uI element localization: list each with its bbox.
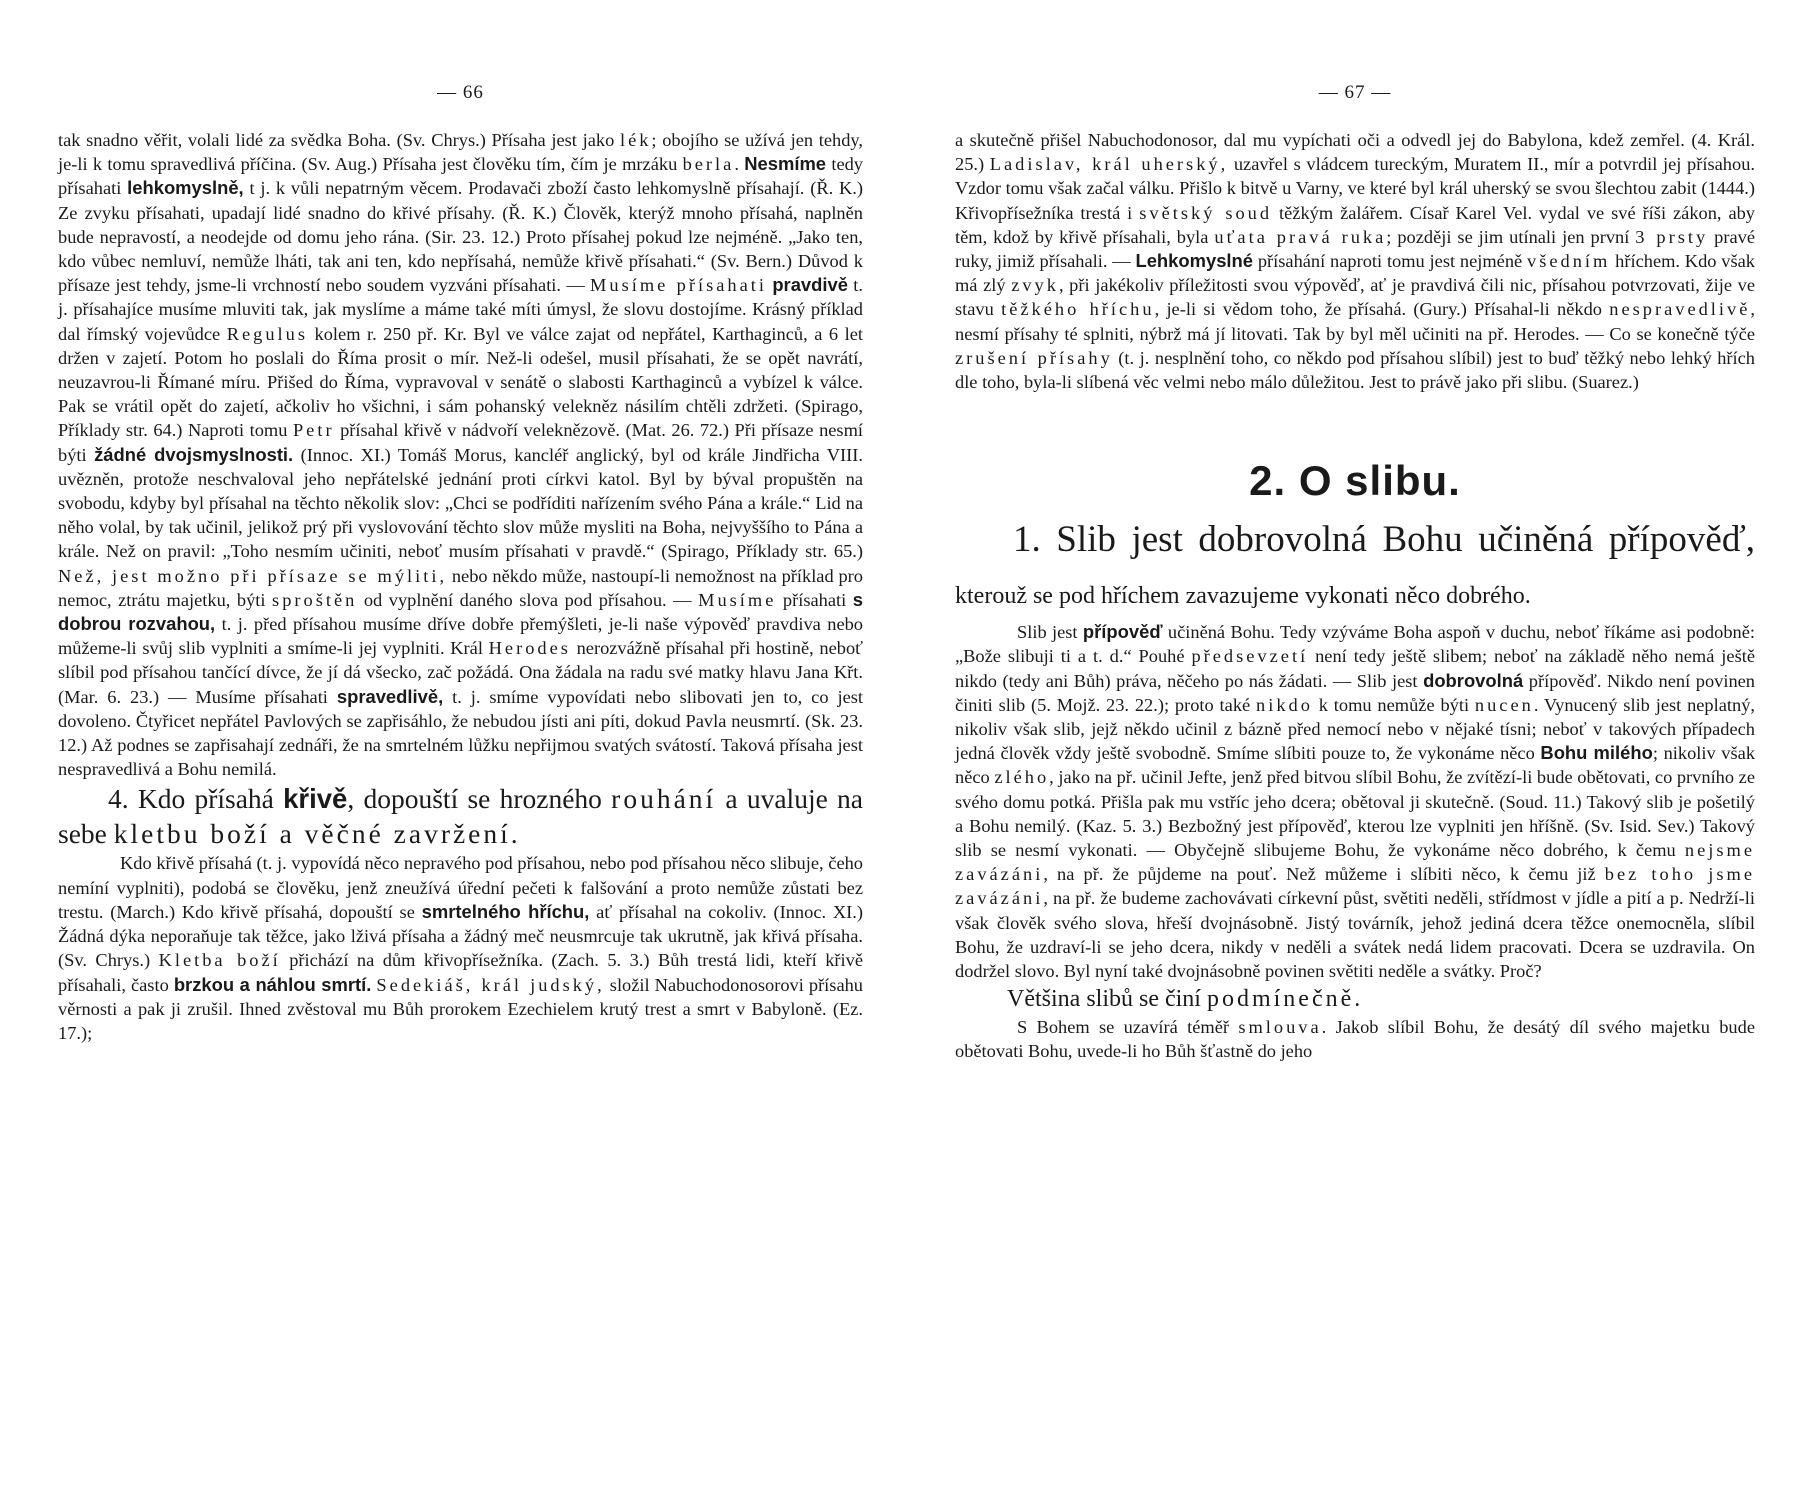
text-run: . Vynucený slib jest neplatný, nikoliv však slib, jejž někdo učinil z bázně před nemocí nebo v nějaké tísni; neboť v takových případech jedná člověk vždy ještě svobodně. Smíme slíbiti pouze to, že vykonáme něco xyxy=(955,694,1755,764)
page-number-left: — 66 xyxy=(437,82,484,103)
text-run: , nesmí přísahy té splniti, nýbrž má jí litovati. Tak by byl měl učiniti na př. Herodes. — Co se konečně týče xyxy=(955,299,1755,344)
bold-run: přípověď xyxy=(1082,621,1163,643)
text-run: t. j. přísahajíce musíme mluviti tak, jak myslíme a máme také míti úmysl, že slovu dostojíme. Krásný příklad dal římský vojevůdce xyxy=(58,275,863,344)
bold-run: brzkou a náhlou smrtí. xyxy=(173,973,372,995)
text-run: Slib jest xyxy=(1017,622,1083,643)
text-run: a uvaluje na sebe xyxy=(58,783,863,850)
spaced-run: berla xyxy=(682,154,735,175)
spaced-run: Sedekiáš, král judský, xyxy=(376,974,605,995)
spaced-run: nikdo xyxy=(1256,694,1313,715)
chapter-title: 2. O slibu. xyxy=(1249,457,1461,505)
right-text-block xyxy=(955,128,1755,1064)
text-run: nerozvážně přísahal při hostině, neboť slíbil pod přísahou tančící dívce, že jí dá všecko, zač požádá. Ona žádala na radu své matky hlavu Jana Křt. (Mar. 6. 23.) — Musíme přísahati xyxy=(58,638,863,707)
text-run: tak snadno věřit, volali lidé za svědka Boha. (Sv. Chrys.) Přísaha jest jako xyxy=(58,130,620,150)
spaced-run: lék xyxy=(619,130,652,150)
left-text-block xyxy=(58,128,863,1045)
text-run: , při jakékoliv příležitosti svou výpověď, ať je pravdivá čili nic, přísahou potvrzovati, žije ve stavu xyxy=(955,275,1755,320)
text-run: tedy přísahati xyxy=(58,154,863,199)
spaced-run: podmínečně xyxy=(1206,986,1355,1013)
spaced-run: Než, jest možno při přísaze se mýliti, xyxy=(58,565,448,586)
spaced-run: nespravedlivě xyxy=(1609,299,1751,320)
spaced-run: zvyk xyxy=(1011,275,1059,296)
text-run: , je-li si vědom toho, že přísahá. (Gury.) Přísahal-li někdo xyxy=(1154,299,1610,320)
text-run: přípověď, xyxy=(1608,519,1755,561)
spaced-run: Regulus xyxy=(226,323,309,344)
spaced-run: bez toho jsme zavázáni xyxy=(955,864,1755,909)
spaced-run: kletbu boží a věčné zavržení xyxy=(113,818,511,850)
text-run: kterouž se pod hříchem zavazujeme vykonati něco dobrého. xyxy=(955,583,1531,610)
left-paragraph-1 xyxy=(58,128,863,781)
text-run: od vyplnění daného slova pod přísahou. — xyxy=(357,589,699,610)
bold-run: Lehkomyslné xyxy=(1135,250,1254,272)
text-run: t j. k vůli nepatrným věcem. Prodavači zboží často lehkomyslně přísahají. (Ř. K.) Ze zvyku přísahati, upadají lidé snadno do křivé přísahy. (Ř. K.) Člověk, kterýž mnoho přísahá, naplněn bude nepravostí, a neodejde od domu jeho rána. (Sir. 23. 12.) Proto přísahej pokud lze nejméně. „Jako ten, kdo vůbec nemluví, nemůže lháti, tak ani ten, kdo nepřísahá, nemůže křivě přísahati.“ (Sv. Bern.) Důvod k přísaze jest tehdy, jsme-li vrchností nebo soudem vyzváni přísahati. — xyxy=(58,178,863,296)
bold-run: s dobrou rozvahou, xyxy=(58,588,863,635)
left-paragraph-2 xyxy=(58,851,863,1045)
text-run: , na př. že půjdeme na pouť. Než můžeme i slíbiti něco, k čemu již xyxy=(1043,864,1605,885)
spaced-run: zlého xyxy=(994,767,1050,788)
spaced-run: nejsme zavázáni xyxy=(955,840,1755,885)
right-paragraph-1 xyxy=(955,128,1755,394)
right-paragraph-3 xyxy=(955,1015,1755,1063)
right-paragraph-2 xyxy=(955,620,1755,983)
spaced-run: Ladislav, král uherský, xyxy=(989,154,1229,175)
text-run: přípověď. Nikdo není povinen činiti slib (5. Mojž. 23. 22.); proto také xyxy=(955,670,1755,715)
text-run: ; později se jim utínali jen první xyxy=(1386,226,1636,247)
text-run: ; nikoliv však něco xyxy=(955,743,1756,788)
text-run: (t. j. nesplnění toho, co někdo pod přísahou slíbil) jest to buď těžký nebo lehký hřích dle toho, byla-li slíbená věc velmi nebo málo důležitou. Jest to právě jako při slibu. (Suarez.) xyxy=(955,347,1756,393)
text-run: a skutečně přišel Nabuchodonosor, dal mu vypíchati oči a odvedl jej do Babylona, kdež zemřel. (4. Král. 25.) xyxy=(955,130,1755,175)
text-run: není tedy ještě slibem; neboť na základě něho nemá ještě nikdo (tedy ani Bůh) práva, něčeho po nás žádati. — Slib jest xyxy=(955,646,1756,691)
text-run: . xyxy=(1354,986,1361,1013)
text-run: (Innoc. XI.) Tomáš Morus, kancléř anglický, byl od krále Jindřicha VIII. uvězněn, protože neschvaloval jeho nepřátelské jednání proti církvi katol. Byl by býval propuštěn na svobodu, kdyby byl přísahal na těchto několik slov: „Chci se podříditi nařízením svého Pána a krále.“ Lid na něho volal, by tak učinil, jelikož prý při vyslovování těchto slov může mysliti na Boha, nejvyššího to Pána a krále. Než on pravil: „Toho nesmím učiniti, neboť musím přísahati v pravdě.“ (Spirago, Příklady str. 65.) xyxy=(58,444,864,562)
text-run: 4. Kdo přísahá xyxy=(108,783,284,815)
section-heading-4 xyxy=(58,781,863,851)
bold-run: lehkomyslně, xyxy=(127,177,244,199)
bold-run: dobrovolná xyxy=(1423,669,1524,691)
spaced-run: všedním xyxy=(1527,251,1611,272)
spaced-run: Musíme xyxy=(698,589,777,610)
text-run: , na př. že budeme zachovávati církevní půst, světiti neděli, střídmost v jídle a pití a p. Nedrží-li však člověk svého slova, hřeší dvojnásobně. Jistý továrník, jehož jediná dcera těžce onemocněla, slíbil Bohu, že uzdraví-li se jeho dcera, nikdy v neděli a svátek nedá lidem pracovati. Dcera se uzdravila. On dodržel slovo. Byl nyní také dvojnásobně povinen světiti neděle a svátky. Proč? xyxy=(955,888,1755,982)
text-run: hříchem. Kdo však má zlý xyxy=(955,251,1756,296)
text-run: pravé ruky, jimiž přísahali. — xyxy=(955,226,1756,272)
text-run: přichází na dům křivopřísežníka. (Zach. 5. 3.) Bůh trestá lidi, kteří křivě přísahali, často xyxy=(58,950,864,995)
text-run: k tomu nemůže býti xyxy=(1312,694,1475,715)
article-1-heading xyxy=(955,516,1755,620)
text-run: ať přísahal na cokoliv. (Innoc. XI.) Žádná dýka neporaňuje tak těžce, jako lživá přísaha a žádný meč neusmrcuje tak ukrutně, jak křivá přísaha. (Sv. Chrys.) xyxy=(58,901,863,971)
spaced-run: zrušení přísahy xyxy=(955,347,1113,368)
text-run: ; obojího se užívá jen tehdy, je-li k tomu spravedlivá příčina. (Sv. Aug.) Přísaha jest člověku tím, čím je mrzáku xyxy=(58,130,864,175)
text-run: t. j. před přísahou musíme dříve dobře přemýšleti, je-li naše výpověď pravdiva nebo můžeme-li svůj slib vyplniti a smíme-li jej vyplniti. Král xyxy=(58,614,863,659)
spaced-run: předsevzetí xyxy=(1191,646,1309,667)
page-number-right: — 67 — xyxy=(1318,82,1392,103)
text-run: t. j. smíme vypovídati nebo slibovati jen to, co jest dovoleno. Čtyřicet nepřátel Pavlových se zapřisáhlo, že nebudou jísti ani píti, dokud Pavla neusmrtí. (Sk. 23. 12.) Až podnes se zapřisahají zednáři, že na smrtelném lůžku nepřijmou svatých svátostí. Taková přísaha jest nespravedlivá a Bohu nemilá. xyxy=(58,686,863,780)
spaced-run: uťata pravá ruka xyxy=(1214,226,1387,247)
text-run: složil Nabuchodonosorovi přísahu věrnosti a pak ji zrušil. Ihned zvěstoval mu Bůh prorokem Ezechielem krutý trest a smrt v Babyloně. (Ez. 17.); xyxy=(58,974,864,1043)
text-run: nebo někdo může, nastoupí-li nemožnost na příklad pro nemoc, ztrátu majetku, býti xyxy=(58,565,863,610)
text-run: těžkým žalářem. Císař Karel Vel. vydal ve své říši zákon, aby těm, kdož by křivě přísahali, byla xyxy=(955,202,1755,247)
right-page xyxy=(955,0,1755,1500)
text-run: přísahati xyxy=(776,589,853,610)
bold-run: spravedlivě, xyxy=(336,685,444,707)
spaced-run: rouhání xyxy=(611,783,717,815)
text-run: Kdo křivě přísahá (t. j. vypovídá něco nepravého pod přísahou, nebo pod přísahou něco slibuje, čeho nemíní vyplniti), podobá se člověku, jenž zneužívá úřední pečeti k falšování a proto nemůže zůstati bez trestu. (March.) Kdo křivě přísahá, dopouští se xyxy=(58,853,863,922)
spaced-run: Musíme přísahati xyxy=(590,275,767,296)
text-run: . xyxy=(734,154,745,175)
text-run: , dopouští se hrozného xyxy=(347,783,612,815)
text-run: Většina slibů se činí xyxy=(1007,986,1207,1013)
text-run: 1. Slib jest dobrovolná Bohu učiněná xyxy=(1013,519,1609,561)
spaced-run: Petr xyxy=(292,420,335,441)
spaced-run: světský soud xyxy=(1139,202,1273,223)
text-run: S Bohem se uzavírá téměř xyxy=(1017,1017,1239,1038)
text-run: . xyxy=(510,818,518,850)
spaced-run: sproštěn xyxy=(272,589,358,610)
spaced-run: smlouva xyxy=(1238,1017,1322,1038)
text-run: uzavřel s vládcem tureckým, Muratem II., mír a potvrdil jej přísahou. Vzdor tomu však začal válku. Přišlo k bitvě u Varny, ve které byl král uherský se svou šlechtou zabit (1444.) Křivopřísežníka trestá i xyxy=(955,154,1755,223)
bold-run: Bohu milého xyxy=(1540,742,1653,764)
bold-run: Nesmíme xyxy=(744,153,827,175)
text-run: kolem r. 250 př. Kr. Byl ve válce zajat od nepřátel, Karthaginců, a 6 let držen v zajetí. Potom ho poslali do Říma prosit o mír. Než-li odešel, musil přísahati, že se opět navrátí, neuzavrou-li Římané míru. Přišed do Říma, vypravoval v senátě o slabosti Karthaginců a vybízel k válce. Pak se vrátil opět do zajetí, ačkoliv ho všichni, i sám pohanský velekněz násilím chtěli zdržeti. (Spirago, Příklady str. 64.) Naproti tomu xyxy=(58,323,863,441)
spaced-run: 3 prsty xyxy=(1635,226,1709,247)
spaced-run: nucen xyxy=(1474,694,1534,715)
spaced-run: Herodes xyxy=(488,638,571,659)
text-run: učiněná Bohu. Tedy vzýváme Boha aspoň v duchu, neboť říkáme asi podobně: „Bože slibuji ti a t. d.“ Pouhé xyxy=(955,622,1755,667)
text-run: , jako na př. učinil Jefte, jenž před bitvou slíbil Bohu, že zvítězí-li bude obětovati, co prvního ze svého domu potká. Přišla pak mu vstříc jeho dcera; obětoval ji skutečně. (Soud. 11.) Takový slib je pošetilý a Bohu nemilý. (Kaz. 5. 3.) Bezbožný jest přípověď, kterou lze vyplniti jen hříšně. (Sv. Isid. Sev.) Takový slib se nesmí vykonati. — Obyčejně slibujeme Bohu, že vykonáme něco dobrého, k čemu xyxy=(955,767,1755,861)
bold-run: žádné dvojsmyslnosti. xyxy=(94,443,294,465)
bold-run: smrtelného hříchu, xyxy=(421,900,590,922)
text-run: přísahání naproti tomu jest nejméně xyxy=(1253,251,1528,272)
spaced-run: těžkého hříchu xyxy=(1001,299,1155,320)
text-run: přísahal křivě v nádvoří veleknězově. (Mat. 26. 72.) Při přísaze nesmí býti xyxy=(58,420,863,465)
subheading-conditional-vows xyxy=(955,983,1755,1015)
bold-run: pravdivě xyxy=(772,274,848,296)
bold-run: křivě xyxy=(283,783,348,815)
spaced-run: Kletba boží xyxy=(158,950,281,971)
left-page xyxy=(58,0,863,1500)
text-run: . Jakob slíbil Bohu, že desátý díl svého majetku bude obětovati Bohu, uvede-li ho Bůh šťastně do jeho xyxy=(955,1017,1755,1062)
